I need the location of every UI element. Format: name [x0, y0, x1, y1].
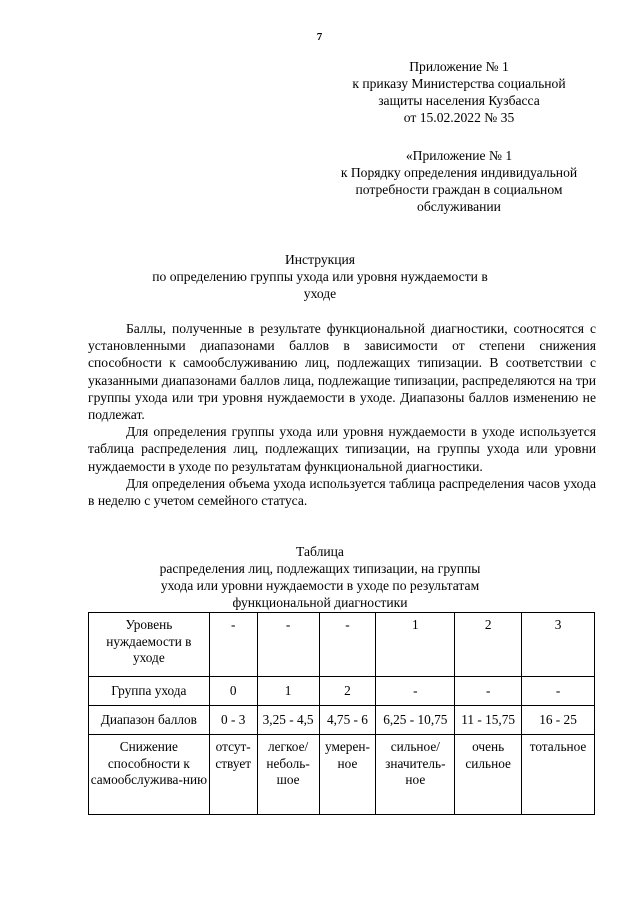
paragraph: Для определения объема ухода используется таблица распределения часов ухода в неделю с учетом семейного статуса. [88, 475, 596, 509]
annex-line: «Приложение № 1 [405, 148, 513, 163]
caption-line: функциональной диагностики [232, 595, 408, 610]
table-cell: - [522, 677, 595, 706]
table-cell: 1 [257, 677, 319, 706]
table-cell: сильное/ значитель-ное [376, 735, 455, 815]
table-cell: - [376, 677, 455, 706]
annex-line: от 15.02.2022 № 35 [403, 110, 515, 125]
order-annex-header [330, 58, 588, 126]
annex-line: потребности граждан в социальном [355, 182, 563, 197]
caption-line: ухода или уровни нуждаемости в уходе по результатам [160, 578, 480, 593]
table-cell: легкое/ неболь-шое [257, 735, 319, 815]
body-text [88, 320, 596, 509]
table-cell: 1 [376, 613, 455, 677]
title-line: по определению группы ухода или уровня нуждаемости в [152, 269, 488, 284]
title-line: Инструкция [284, 252, 356, 267]
table-cell: 4,75 - 6 [319, 706, 376, 735]
table-cell: 2 [455, 613, 522, 677]
caption-line: распределения лиц, подлежащих типизации, на группы [159, 561, 481, 576]
table-cell: отсут-ствует [209, 735, 257, 815]
row-header: Группа ухода [89, 677, 210, 706]
table-cell: 0 [209, 677, 257, 706]
table-cell: умерен-ное [319, 735, 376, 815]
row-header: Диапазон баллов [89, 706, 210, 735]
table-cell: - [209, 613, 257, 677]
table-cell: 11 - 15,75 [455, 706, 522, 735]
page-number: 7 [316, 31, 323, 43]
table-cell: очень сильное [455, 735, 522, 815]
instruction-title [120, 251, 520, 302]
annex-line: к Порядку определения индивидуальной [340, 165, 578, 180]
title-line: уходе [303, 286, 337, 301]
table-cell: 0 - 3 [209, 706, 257, 735]
caption-line: Таблица [296, 544, 344, 559]
table-row [89, 613, 595, 677]
table-cell: 3 [522, 613, 595, 677]
annex-line: обслуживании [417, 199, 501, 214]
table-cell: 16 - 25 [522, 706, 595, 735]
annex-line: Приложение № 1 [409, 59, 509, 74]
table-cell: 3,25 - 4,5 [257, 706, 319, 735]
paragraph: Для определения группы ухода или уровня нуждаемости в уходе используется таблица распределения лиц, подлежащих типизации, на группы ухода или уровни нуждаемости в уходе по результатам функциональной диагностики. [88, 424, 596, 474]
row-header: Уровень нуждаемости в уходе [89, 613, 210, 677]
table-row [89, 706, 595, 735]
procedure-annex-header [330, 147, 588, 215]
distribution-table [88, 612, 595, 815]
table-caption [120, 543, 520, 611]
paragraph: Баллы, полученные в результате функциональной диагностики, соотносятся с установленными диапазонами баллов в зависимости от степени снижения способности к самообслуживанию лиц, подлежащих типизации. В соответствии с указанными диапазонами баллов лица, подлежащие типизации, распределяются на три группы ухода или три уровня нуждаемости в уходе. Диапазоны баллов изменению не подлежат. [88, 321, 596, 423]
annex-line: к приказу Министерства социальной [352, 76, 566, 91]
table-cell: - [455, 677, 522, 706]
table-row [89, 735, 595, 815]
table-cell: тотальное [522, 735, 595, 815]
table-cell: 6,25 - 10,75 [376, 706, 455, 735]
annex-line: защиты населения Кузбасса [378, 93, 540, 108]
table-cell: 2 [319, 677, 376, 706]
table-cell: - [319, 613, 376, 677]
table-cell: - [257, 613, 319, 677]
table-row [89, 677, 595, 706]
row-header: Снижение способности к самообслужива-нию [89, 735, 210, 815]
